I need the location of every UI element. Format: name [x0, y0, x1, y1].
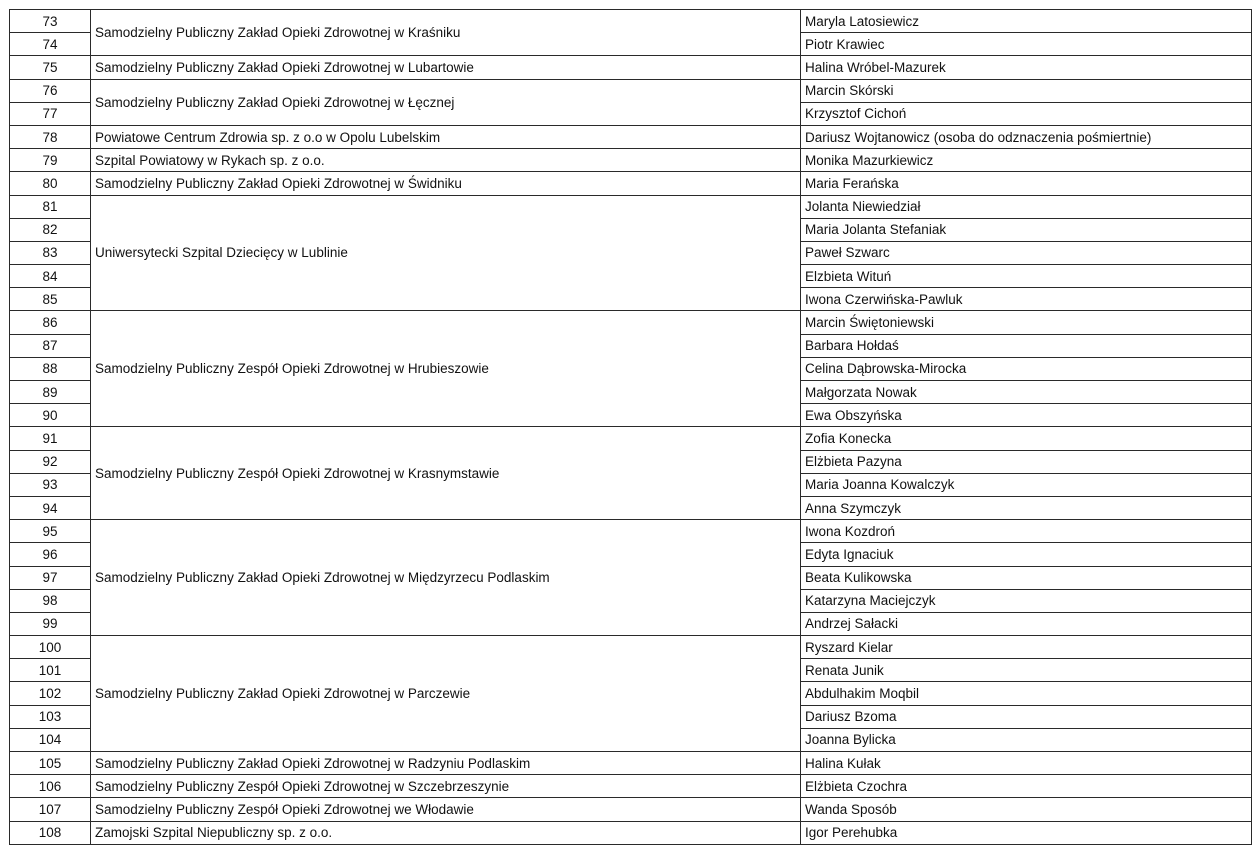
row-number-cell: 93	[10, 473, 91, 496]
person-name-cell: Iwona Czerwińska-Pawluk	[801, 288, 1252, 311]
person-name-cell: Wanda Sposób	[801, 798, 1252, 821]
institution-cell: Samodzielny Publiczny Zespół Opieki Zdrowotnej w Szczebrzeszynie	[91, 775, 801, 798]
person-name-cell: Jolanta Niewiedział	[801, 195, 1252, 218]
row-number-cell: 99	[10, 612, 91, 635]
person-name-cell: Igor Perehubka	[801, 821, 1252, 844]
institution-cell: Samodzielny Publiczny Zakład Opieki Zdrowotnej w Radzyniu Podlaskim	[91, 752, 801, 775]
person-name-cell: Piotr Krawiec	[801, 33, 1252, 56]
person-name-cell: Maria Ferańska	[801, 172, 1252, 195]
table-row	[10, 520, 1252, 543]
table-row	[10, 10, 1252, 33]
row-number-cell: 85	[10, 288, 91, 311]
person-name-cell: Halina Kułak	[801, 752, 1252, 775]
row-number-cell: 90	[10, 404, 91, 427]
row-number-cell: 77	[10, 102, 91, 125]
person-name-cell: Elżbieta Czochra	[801, 775, 1252, 798]
institution-cell: Samodzielny Publiczny Zakład Opieki Zdrowotnej w Świdniku	[91, 172, 801, 195]
person-name-cell: Maria Joanna Kowalczyk	[801, 473, 1252, 496]
person-name-cell: Małgorzata Nowak	[801, 381, 1252, 404]
row-number-cell: 76	[10, 79, 91, 102]
row-number-cell: 83	[10, 241, 91, 264]
institution-cell: Powiatowe Centrum Zdrowia sp. z o.o w Opolu Lubelskim	[91, 125, 801, 148]
row-number-cell: 81	[10, 195, 91, 218]
institution-cell: Samodzielny Publiczny Zakład Opieki Zdrowotnej w Lubartowie	[91, 56, 801, 79]
person-name-cell: Beata Kulikowska	[801, 566, 1252, 589]
row-number-cell: 88	[10, 357, 91, 380]
row-number-cell: 94	[10, 496, 91, 519]
person-name-cell: Renata Junik	[801, 659, 1252, 682]
person-name-cell: Monika Mazurkiewicz	[801, 149, 1252, 172]
table-row	[10, 79, 1252, 102]
person-name-cell: Ewa Obszyńska	[801, 404, 1252, 427]
person-name-cell: Paweł Szwarc	[801, 241, 1252, 264]
row-number-cell: 84	[10, 265, 91, 288]
row-number-cell: 102	[10, 682, 91, 705]
person-name-cell: Marcin Skórski	[801, 79, 1252, 102]
row-number-cell: 105	[10, 752, 91, 775]
institution-cell: Samodzielny Publiczny Zakład Opieki Zdrowotnej w Międzyrzecu Podlaskim	[91, 520, 801, 636]
person-name-cell: Elzbieta Wituń	[801, 265, 1252, 288]
person-name-cell: Zofia Konecka	[801, 427, 1252, 450]
row-number-cell: 98	[10, 589, 91, 612]
row-number-cell: 82	[10, 218, 91, 241]
row-number-cell: 74	[10, 33, 91, 56]
person-name-cell: Krzysztof Cichoń	[801, 102, 1252, 125]
row-number-cell: 107	[10, 798, 91, 821]
person-name-cell: Maryla Latosiewicz	[801, 10, 1252, 33]
row-number-cell: 79	[10, 149, 91, 172]
awards-table	[9, 9, 1252, 845]
person-name-cell: Dariusz Bzoma	[801, 705, 1252, 728]
person-name-cell: Elżbieta Pazyna	[801, 450, 1252, 473]
row-number-cell: 100	[10, 636, 91, 659]
table-row	[10, 172, 1252, 195]
table-row	[10, 821, 1252, 844]
row-number-cell: 73	[10, 10, 91, 33]
row-number-cell: 78	[10, 125, 91, 148]
row-number-cell: 104	[10, 728, 91, 751]
table-row	[10, 56, 1252, 79]
table-row	[10, 427, 1252, 450]
table-row	[10, 775, 1252, 798]
person-name-cell: Joanna Bylicka	[801, 728, 1252, 751]
table-row	[10, 798, 1252, 821]
row-number-cell: 95	[10, 520, 91, 543]
institution-cell: Samodzielny Publiczny Zakład Opieki Zdrowotnej w Łęcznej	[91, 79, 801, 125]
row-number-cell: 87	[10, 334, 91, 357]
institution-cell: Uniwersytecki Szpital Dziecięcy w Lublinie	[91, 195, 801, 311]
row-number-cell: 106	[10, 775, 91, 798]
institution-cell: Samodzielny Publiczny Zespół Opieki Zdrowotnej w Krasnymstawie	[91, 427, 801, 520]
person-name-cell: Halina Wróbel-Mazurek	[801, 56, 1252, 79]
person-name-cell: Barbara Hołdaś	[801, 334, 1252, 357]
row-number-cell: 75	[10, 56, 91, 79]
institution-cell: Samodzielny Publiczny Zespół Opieki Zdrowotnej we Włodawie	[91, 798, 801, 821]
institution-cell: Zamojski Szpital Niepubliczny sp. z o.o.	[91, 821, 801, 844]
table-body	[10, 10, 1252, 845]
row-number-cell: 103	[10, 705, 91, 728]
person-name-cell: Edyta Ignaciuk	[801, 543, 1252, 566]
person-name-cell: Anna Szymczyk	[801, 496, 1252, 519]
person-name-cell: Ryszard Kielar	[801, 636, 1252, 659]
row-number-cell: 92	[10, 450, 91, 473]
row-number-cell: 91	[10, 427, 91, 450]
table-row	[10, 311, 1252, 334]
table-row	[10, 149, 1252, 172]
row-number-cell: 97	[10, 566, 91, 589]
person-name-cell: Celina Dąbrowska-Mirocka	[801, 357, 1252, 380]
person-name-cell: Marcin Świętoniewski	[801, 311, 1252, 334]
person-name-cell: Abdulhakim Moqbil	[801, 682, 1252, 705]
institution-cell: Szpital Powiatowy w Rykach sp. z o.o.	[91, 149, 801, 172]
row-number-cell: 80	[10, 172, 91, 195]
institution-cell: Samodzielny Publiczny Zakład Opieki Zdrowotnej w Kraśniku	[91, 10, 801, 56]
row-number-cell: 96	[10, 543, 91, 566]
table-row	[10, 125, 1252, 148]
table-row	[10, 636, 1252, 659]
person-name-cell: Maria Jolanta Stefaniak	[801, 218, 1252, 241]
table-row	[10, 752, 1252, 775]
institution-cell: Samodzielny Publiczny Zakład Opieki Zdrowotnej w Parczewie	[91, 636, 801, 752]
person-name-cell: Andrzej Sałacki	[801, 612, 1252, 635]
table-row	[10, 195, 1252, 218]
row-number-cell: 101	[10, 659, 91, 682]
row-number-cell: 89	[10, 381, 91, 404]
person-name-cell: Iwona Kozdroń	[801, 520, 1252, 543]
institution-cell: Samodzielny Publiczny Zespół Opieki Zdrowotnej w Hrubieszowie	[91, 311, 801, 427]
row-number-cell: 86	[10, 311, 91, 334]
person-name-cell: Katarzyna Maciejczyk	[801, 589, 1252, 612]
row-number-cell: 108	[10, 821, 91, 844]
person-name-cell: Dariusz Wojtanowicz (osoba do odznaczenia pośmiertnie)	[801, 125, 1252, 148]
